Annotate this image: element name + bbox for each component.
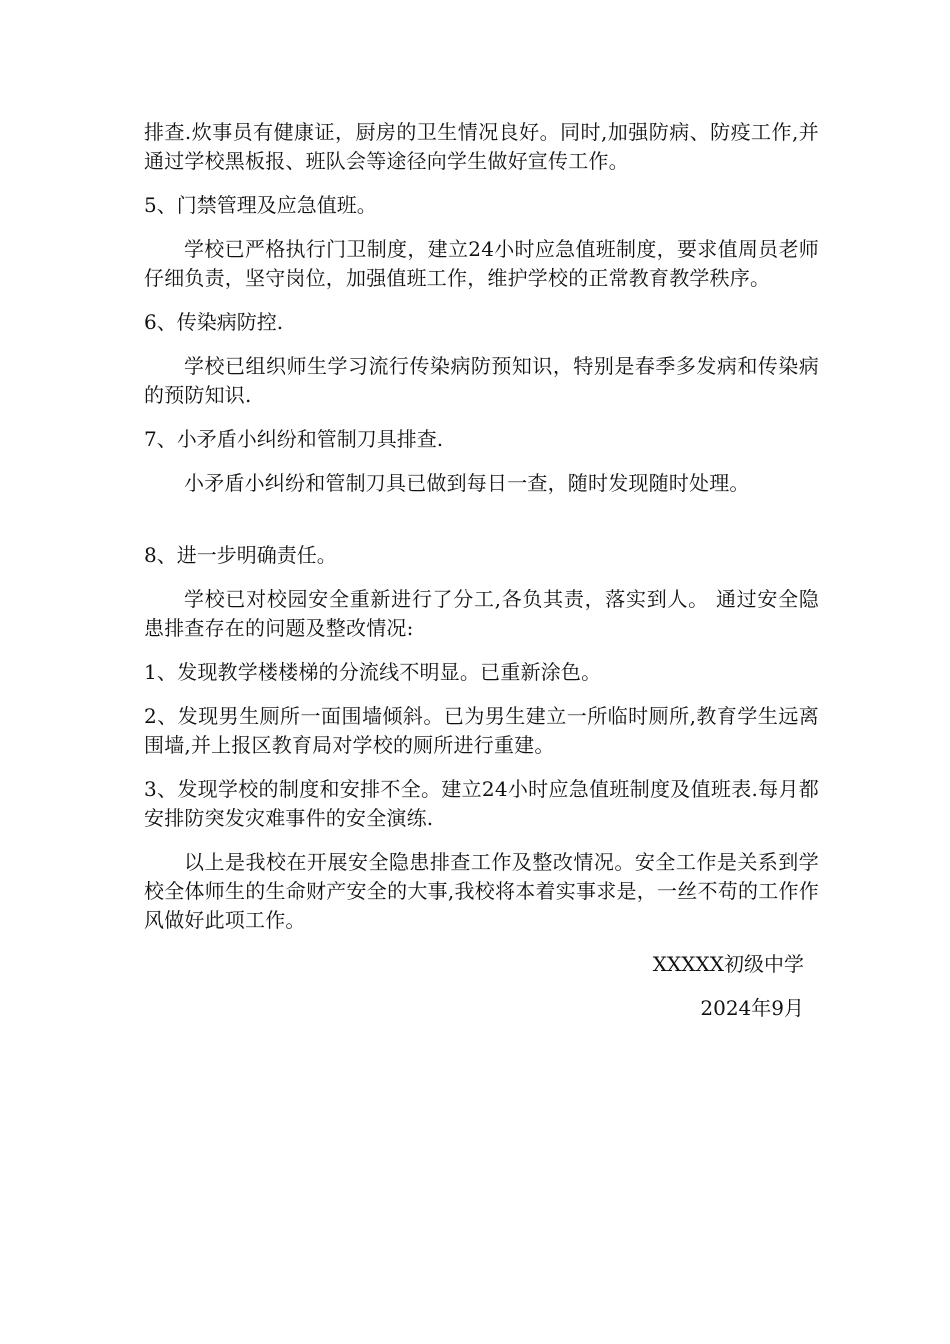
paragraph-canteen-continuation: 排查.炊事员有健康证，厨房的卫生情况良好。同时,加强防病、防疫工作,并通过学校黑板报、班队会等途径向学生做好宣传工作。 — [144, 120, 819, 173]
paragraph-disease-control: 学校已组织师生学习流行传染病防预知识，特别是春季多发病和传染病的预防知识. — [144, 354, 819, 407]
paragraph-dispute-check: 小矛盾小纠纷和管制刀具已做到每日一查，随时发现随时处理。 — [184, 471, 750, 495]
signature-school: XXXXX初级中学 — [652, 952, 804, 976]
paragraph-conclusion: 以上是我校在开展安全隐患排查工作及整改情况。安全工作是关系到学校全体师生的生命财产安全的大事,我校将本着实事求是，一丝不苟的工作作风做好此项工作。 — [144, 850, 819, 932]
issue-item-1: 1、发现教学楼楼梯的分流线不明显。已重新涂色。 — [144, 660, 602, 684]
signature-date: 2024年9月 — [700, 996, 804, 1020]
blank-line — [144, 513, 819, 541]
paragraph-duty-system: 学校已严格执行门卫制度，建立24小时应急值班制度，要求值周员老师仔细负责，坚守岗位，加强值班工作，维护学校的正常教育教学秩序。 — [144, 237, 819, 290]
issue-item-2: 2、发现男生厕所一面围墙倾斜。已为男生建立一所临时厕所,教育学生远离围墙,并上报区教育局对学校的厕所进行重建。 — [144, 704, 819, 757]
section-heading-8: 8、进一步明确责任。 — [144, 543, 337, 567]
section-heading-7: 7、小矛盾小纠纷和管制刀具排查. — [144, 427, 444, 451]
section-heading-6: 6、传染病防控. — [144, 310, 284, 334]
section-heading-5: 5、门禁管理及应急值班。 — [144, 193, 377, 217]
issue-item-3: 3、发现学校的制度和安排不全。建立24小时应急值班制度及值班表.每月都安排防突发灾难事件的安全演练. — [144, 777, 819, 830]
document-page — [144, 118, 819, 1038]
paragraph-responsibility: 学校已对校园安全重新进行了分工,各负其责，落实到人。 通过安全隐患排查存在的问题及整改情况: — [144, 587, 819, 640]
